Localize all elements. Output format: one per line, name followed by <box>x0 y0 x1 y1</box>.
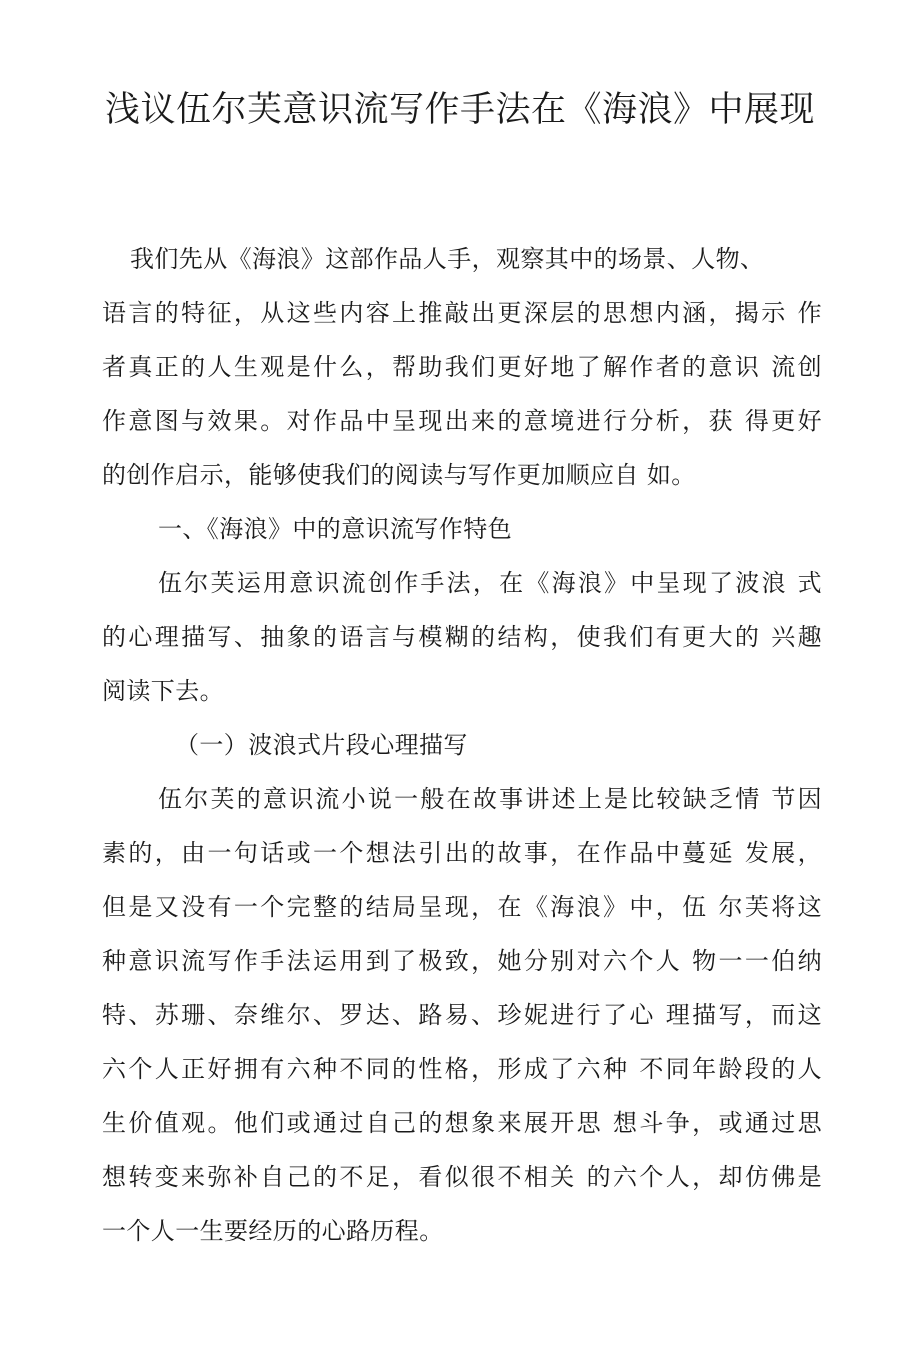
paragraph-line: 的创作启示，能够使我们的阅读与写作更加顺应自 如。 <box>102 461 696 489</box>
paragraph-line: 六个人正好拥有六种不同的性格，形成了六种 不同年龄段的人 <box>102 1055 822 1083</box>
paragraph-line: 作意图与效果。对作品中呈现出来的意境进行分析，获 得更好 <box>102 407 822 435</box>
paragraph-line: 素的，由一句话或一个想法引出的故事，在作品中蔓延 发展， <box>102 839 822 867</box>
paragraph-line: 语言的特征，从这些内容上推敲出更深层的思想内涵，揭示 作 <box>102 299 822 327</box>
paragraph-line: 阅读下去。 <box>102 677 224 705</box>
paragraph-line: 特、苏珊、奈维尔、罗达、路易、珍妮进行了心 理描写，而这 <box>102 1001 822 1029</box>
paragraph-line: 但是又没有一个完整的结局呈现，在《海浪》中，伍 尔芙将这 <box>102 893 822 921</box>
paragraph-line: 种意识流写作手法运用到了极致，她分别对六个人 物一一伯纳 <box>102 947 822 975</box>
paragraph-line: 伍尔芙运用意识流创作手法，在《海浪》中呈现了波浪 式 <box>158 569 822 597</box>
paragraph-line: 伍尔芙的意识流小说一般在故事讲述上是比较缺乏情 节因 <box>158 785 822 813</box>
paragraph-line: 我们先从《海浪》这部作品人手，观察其中的场景、人物、 <box>130 245 765 273</box>
paragraph-line: 者真正的人生观是什么，帮助我们更好地了解作者的意识 流创 <box>102 353 822 381</box>
paragraph-line: 想转变来弥补自己的不足，看似很不相关 的六个人，却仿佛是 <box>102 1163 822 1191</box>
paragraph-line: 一个人一生要经历的心路历程。 <box>102 1217 444 1245</box>
subsection-heading: （一）波浪式片段心理描写 <box>175 731 468 759</box>
document-title: 浅议伍尔芙意识流写作手法在《海浪》中展现 <box>104 90 815 130</box>
paragraph-line: 生价值观。他们或通过自己的想象来展开思 想斗争，或通过思 <box>102 1109 822 1137</box>
section-heading: 一、《海浪》中的意识流写作特色 <box>158 515 512 543</box>
paragraph-line: 的心理描写、抽象的语言与模糊的结构，使我们有更大的 兴趣 <box>102 623 822 651</box>
